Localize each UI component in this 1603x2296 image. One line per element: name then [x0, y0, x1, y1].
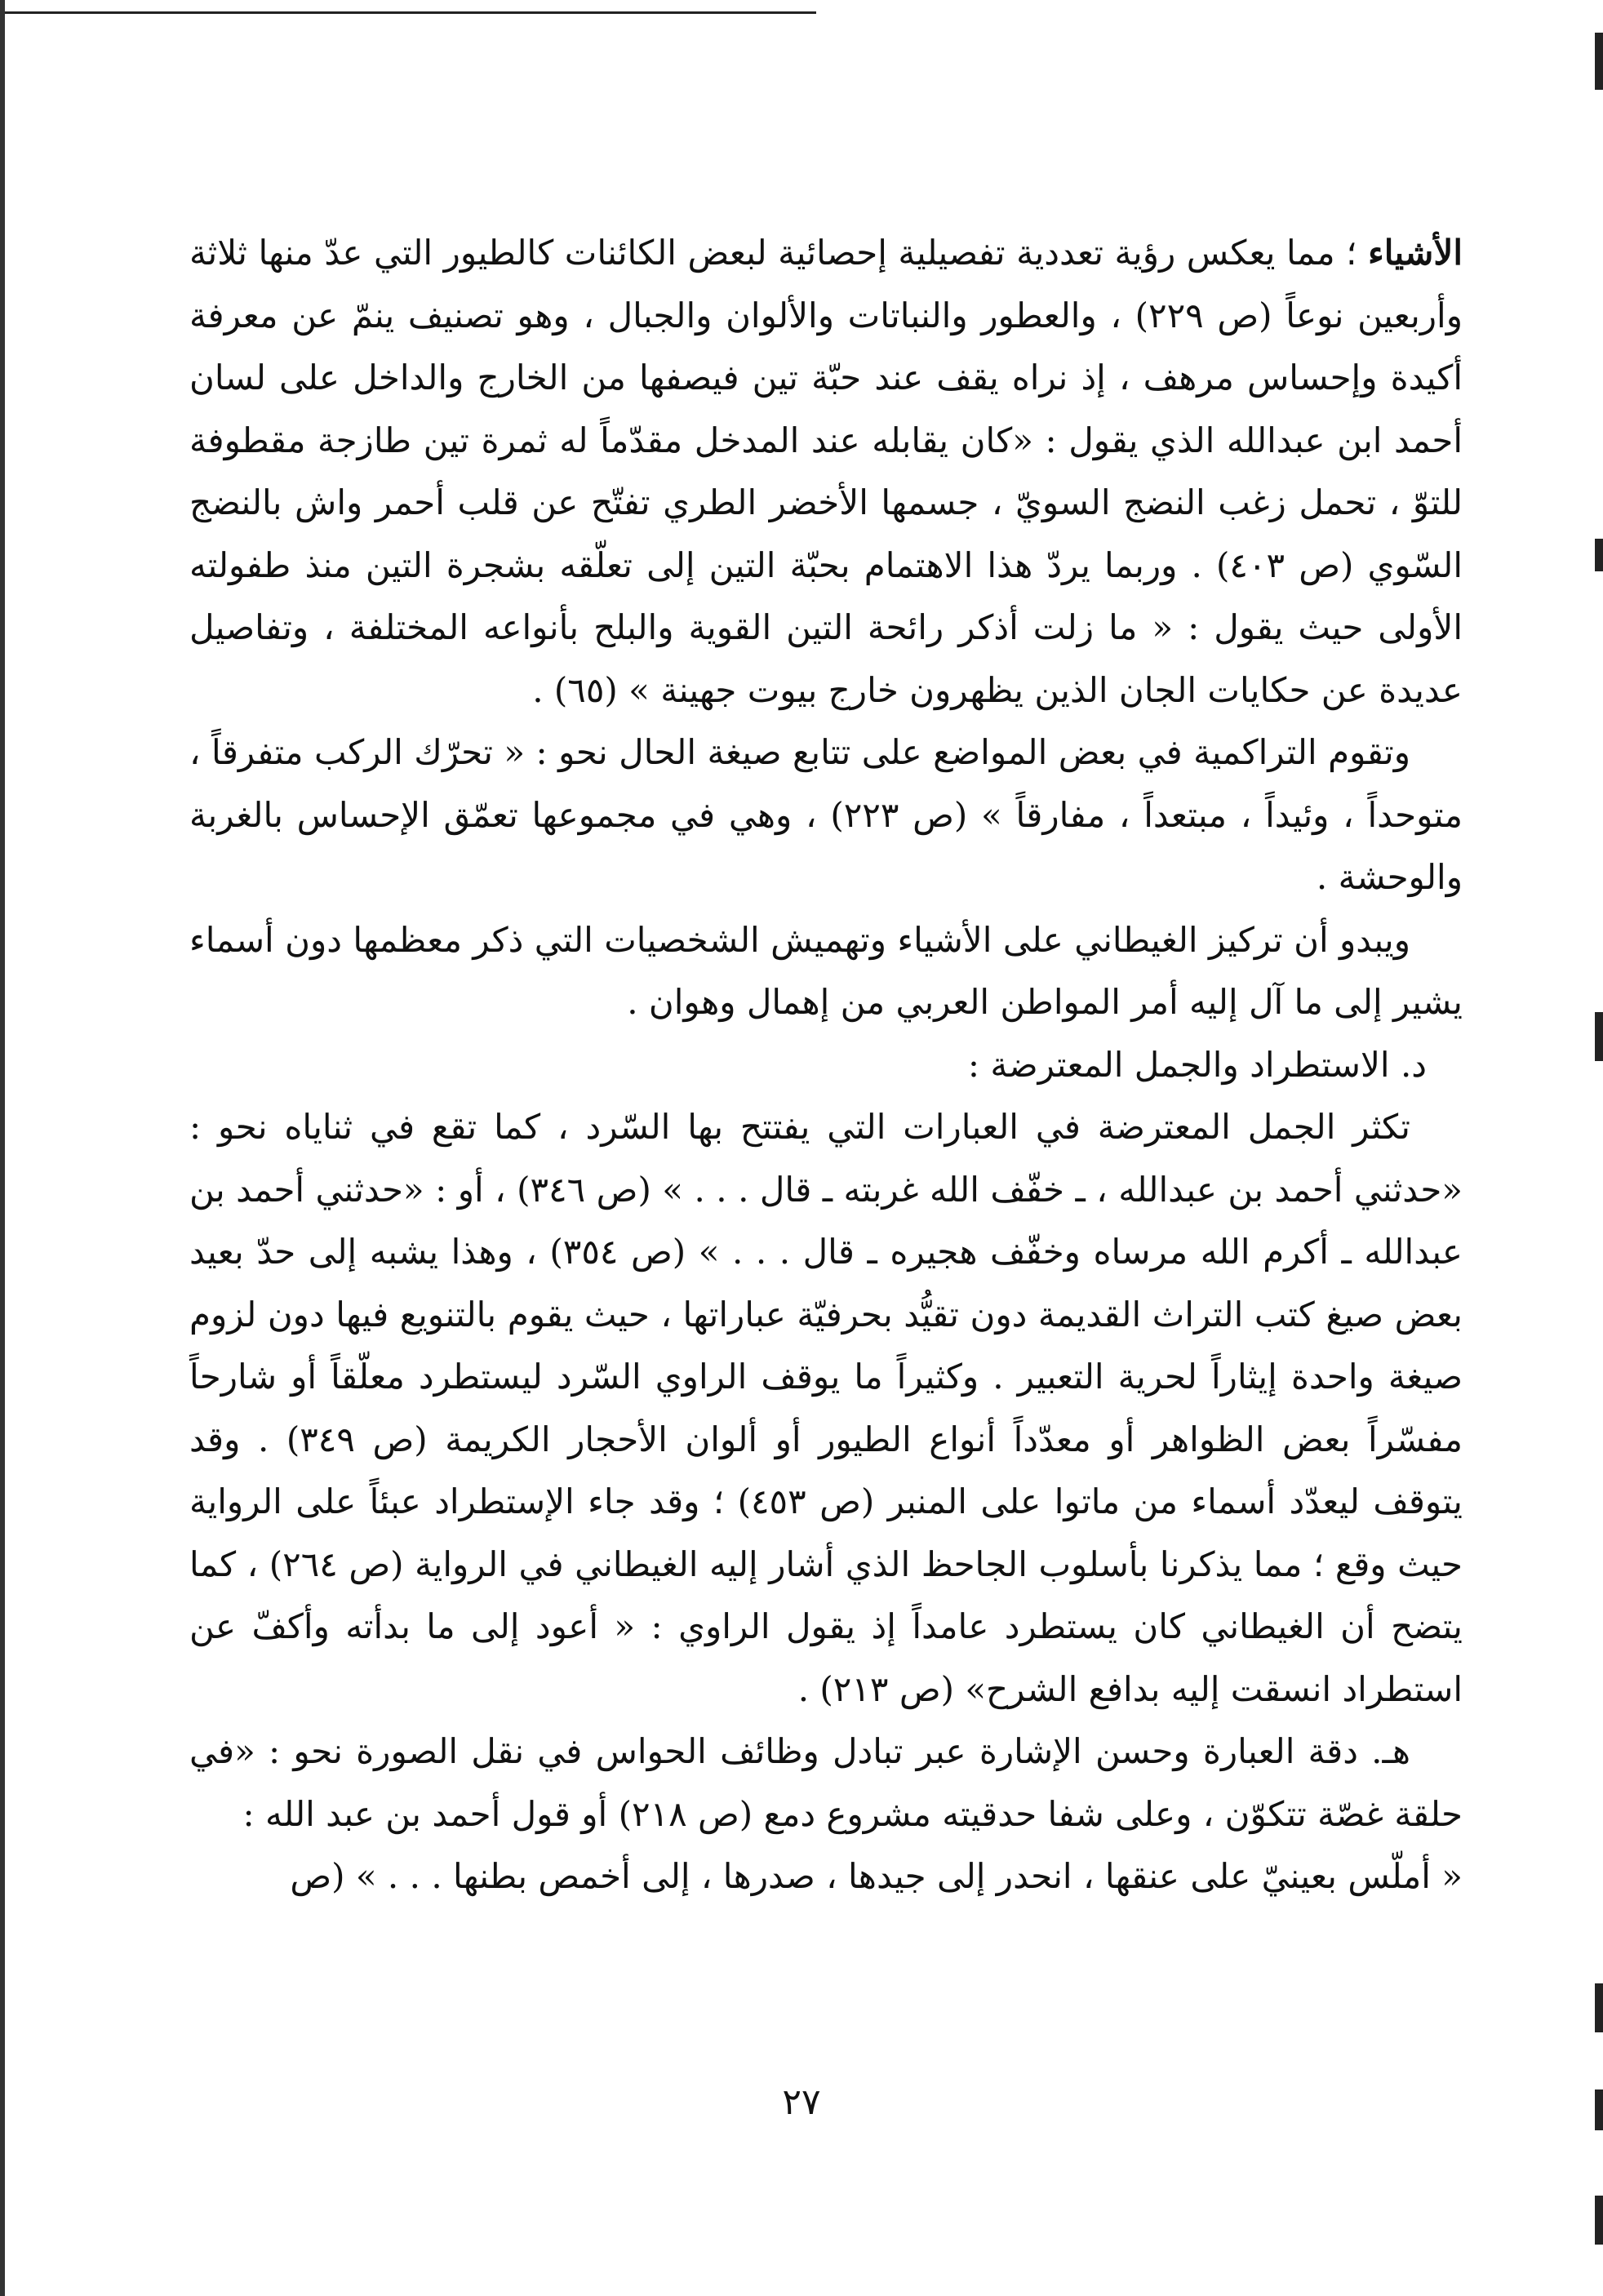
- page-body: [189, 222, 1463, 1908]
- edge-mark: [1595, 1012, 1603, 1061]
- paragraph-accumulation: وتقوم التراكمية في بعض المواضع على تتابع صيغة الحال نحو : « تحرّك الركب متفرقاً ، متوحداً ، وئيداً ، مبتعداً ، مفارقاً » (ص ٢٢٣) ، وهي في مجموعها تعمّق الإحساس بالغربة والوحشة .: [189, 732, 1463, 897]
- paragraph-marginalization: ويبدو أن تركيز الغيطاني على الأشياء وتهميش الشخصيات التي ذكر معظمها دون أسماء يشير إلى ما آل إليه أمر المواطن العربي من إهمال وهوان .: [189, 919, 1463, 1022]
- paragraph-lead-word: الأشياء: [1367, 233, 1463, 273]
- edge-mark: [1595, 2196, 1603, 2245]
- left-scan-edge: [0, 0, 5, 2296]
- paragraph-things-fig: [189, 222, 1463, 722]
- paragraph-digression: تكثر الجمل المعترضة في العبارات التي يفتتح بها السّرد ، كما تقع في ثناياه نحو : «حدثني أحمد بن عبدالله ، ـ خفّف الله غربته ـ قال . . . » (ص ٣٤٦) ، أو : «حدثني أحمد بن عبدالله ـ أكرم الله مرساه وخفّف هجيره ـ قال . . . » (ص ٣٥٤) ، وهذا يشبه إلى حدّ بعيد بعض صيغ كتب التراث القديمة دون تقيُّد بحرفيّة عباراتها ، حيث يقوم بالتنويع فيها دون لزوم صيغة واحدة إيثاراً لحرية التعبير . وكثيراً ما يوقف الراوي السّرد ليستطرد معلّقاً أو شارحاً مفسّراً بعض الظواهر أو معدّداً أنواع الطيور أو ألوان الأحجار الكريمة (ص ٣٤٩) . وقد يتوقف ليعدّد أسماء من ماتوا على المنبر (ص ٤٥٣) ؛ وقد جاء الإستطراد عبئاً على الرواية حيث وقع ؛ مما يذكرنا بأسلوب الجاحظ الذي أشار إليه الغيطاني في الرواية (ص ٢٦٤) ، كما يتضح أن الغيطاني كان يستطرد عامداً إذ يقول الراوي : « أعود إلى ما بدأته وأكفّ عن استطراد انسقت إليه بدافع الشرح» (ص ٢١٣) .: [189, 1107, 1463, 1709]
- edge-mark: [1595, 1983, 1603, 2032]
- quote-continued: « أملّس بعينيّ على عنقها ، انحدر إلى جيدها ، صدرها ، إلى أخمص بطنها . . . » (ص: [290, 1856, 1463, 1896]
- section-heading-digression: د. الاستطراد والجمل المعترضة :: [967, 1044, 1427, 1085]
- paragraph-text: ؛ مما يعكس رؤية تعددية تفصيلية إحصائية لبعض الكائنات كالطيور التي عدّ منها ثلاثة وأربعين نوعاً (ص ٢٢٩) ، والعطور والنباتات والألوان والجبال ، وهو تصنيف ينمّ عن معرفة أكيدة وإحساس مرهف ، إذ نراه يقف عند حبّة تين فيصفها من الخارج والداخل على لسان أحمد ابن عبدالله الذي يقول : «كان يقابله عند المدخل مقدّماً له ثمرة تين طازجة مقطوفة للتوّ ، تحمل زغب النضج السويّ ، جسمها الأخضر الطري تفتّح عن قلب أحمر واش بالنضج السّوي (ص ٤٠٣) . وربما يردّ هذا الاهتمام بحبّة التين إلى تعلّقه بشجرة التين منذ طفولته الأولى حيث يقول : « ما زلت أذكر رائحة التين القوية والبلح بأنواعه المختلفة ، وتفاصيل عديدة عن حكايات الجان الذين يظهرون خارج بيوت جهينة » (٦٥) .: [189, 233, 1463, 710]
- edge-mark: [1595, 539, 1603, 571]
- page-number: ٢٧: [782, 2081, 821, 2123]
- edge-mark: [1595, 33, 1603, 90]
- right-scan-edge: [1592, 0, 1603, 2296]
- top-scan-rule: [0, 11, 816, 14]
- section-heading-precision: هـ. دقة العبارة وحسن الإشارة عبر تبادل وظائف الحواس في نقل الصورة نحو : «في حلقة غصّة تتكوّن ، وعلى شفا حدقيته مشروع دمع (ص ٢١٨) أو قول أحمد بن عبد الله :: [189, 1731, 1463, 1834]
